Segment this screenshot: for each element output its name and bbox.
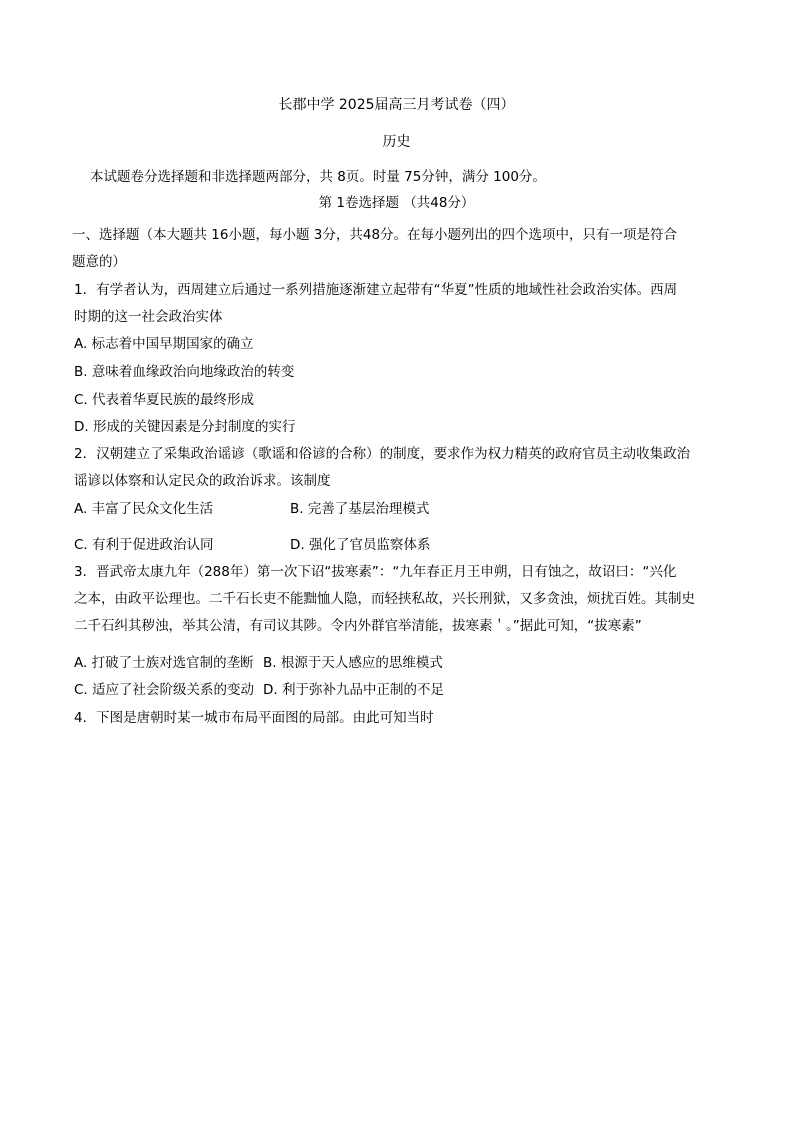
q3-option-a: A. 打破了士族对选官制的垄断 [74, 655, 254, 671]
exam-title: 长郡中学 2025届高三月考试卷（四） [278, 97, 515, 113]
q1-option-b: B. 意味着血缘政治向地缘政治的转变 [74, 364, 295, 380]
section-heading-line1: 一、选择题（本大题共 16小题，每小题 3分，共48分。在每小题列出的四个选项中，只有一项是符合 [72, 227, 678, 243]
q3-option-d: D. 利于弥补九品中正制的不足 [263, 682, 444, 698]
q1-option-d: D. 形成的关键因素是分封制度的实行 [74, 419, 296, 435]
q3-stem-line3: 二千石纠其秽浊，举其公清，有司议其陟。令内外群官举清能，拔寒素＇。”据此可知，“拔寒素” [74, 618, 642, 634]
q2-stem-line2: 谣谚以体察和认定民众的政治诉求。该制度 [74, 473, 331, 489]
q4-stem-line1: 4．下图是唐朝时某一城市布局平面图的局部。由此可知当时 [74, 710, 434, 726]
q3-option-b: B. 根源于天人感应的思维模式 [263, 655, 443, 671]
q1-option-a: A. 标志着中国早期国家的确立 [74, 336, 254, 352]
q2-option-c: C. 有利于促进政治认同 [74, 537, 214, 553]
q3-stem-line2: 之本，由政平讼理也。二千石长吏不能黜恤人隐，而轻挟私故，兴长刑狱，又多贪浊，烦扰百姓。其制史 [74, 591, 695, 607]
q1-stem-line2: 时期的这一社会政治实体 [74, 309, 223, 325]
exam-intro: 本试题卷分选择题和非选择题两部分，共 8页。时量 75分钟，满分 100分。 [90, 169, 546, 185]
volume-title: 第 1卷选择题 （共48分） [318, 195, 475, 211]
section-heading-line2: 题意的） [72, 254, 126, 270]
q3-option-c: C. 适应了社会阶级关系的变动 [74, 682, 255, 698]
q1-stem-line1: 1．有学者认为，西周建立后通过一系列措施逐渐建立起带有“华夏”性质的地域性社会政治实体。西周 [74, 282, 678, 298]
q2-option-a: A. 丰富了民众文化生活 [74, 501, 214, 517]
q2-option-b: B. 完善了基层治理模式 [290, 501, 430, 517]
q2-option-d: D. 强化了官员监察体系 [290, 537, 431, 553]
q2-stem-line1: 2．汉朝建立了采集政治谣谚（歌谣和俗谚的合称）的制度，要求作为权力精英的政府官员主动收集政治 [74, 446, 691, 462]
q1-option-c: C. 代表着华夏民族的最终形成 [74, 392, 255, 408]
q3-stem-line1: 3．晋武帝太康九年（288年）第一次下诏“拔寒素”：“九年春正月王申朔，日有蚀之，故诏曰：“兴化 [74, 564, 677, 580]
subject-title: 历史 [382, 134, 411, 150]
